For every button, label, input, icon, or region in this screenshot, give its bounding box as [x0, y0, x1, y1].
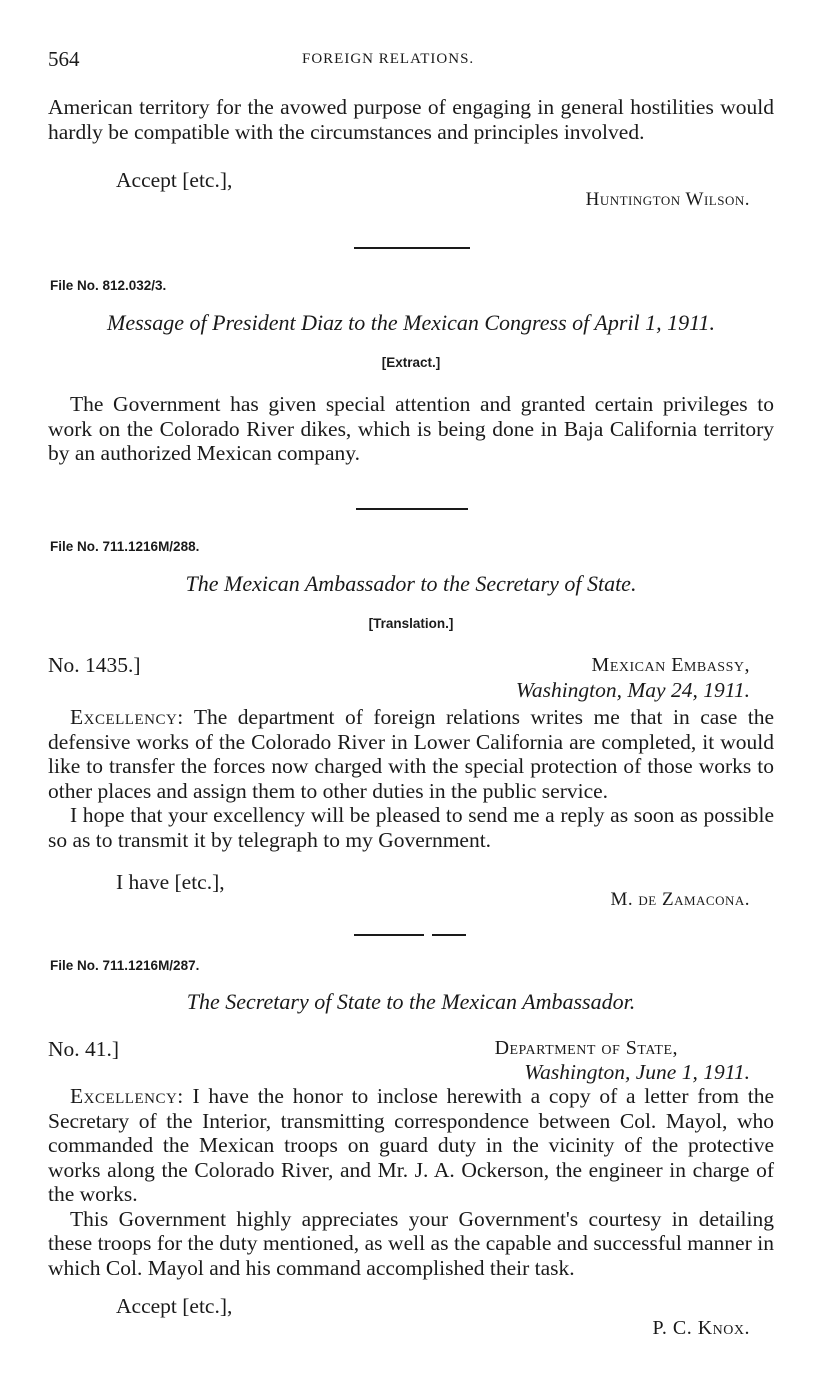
dispatch-place: Mexican Embassy,: [591, 654, 750, 676]
section-divider: [432, 934, 466, 936]
signature: P. C. Knox.: [652, 1317, 750, 1339]
dispatch-date: Washington, May 24, 1911.: [515, 678, 750, 702]
page-number: 564: [48, 47, 80, 71]
editorial-note: [Extract.]: [381, 355, 441, 370]
letter-body: [48, 705, 774, 852]
salutation: Excellency:: [70, 705, 184, 729]
closing-line: Accept [etc.],: [116, 168, 233, 192]
continuation-text: American territory for the avowed purpose of engaging in general hostilities would hardly be compatible with the circumstances and principles involved.: [48, 95, 774, 144]
body-text: The Government has given special attention and granted certain privileges to work on the Colorado River dikes, which is being done in Baja California territory by an authorized Mexican company.: [48, 392, 774, 465]
file-number: File No. 711.1216M/287.: [50, 958, 200, 973]
dispatch-number: No. 41.]: [48, 1037, 120, 1061]
section-divider: [356, 508, 468, 510]
closing-line: I have [etc.],: [116, 870, 225, 894]
letter-paragraph: I hope that your excellency will be pleased to send me a reply as soon as possible so as to transmit it by telegraph to my Government.: [48, 803, 774, 852]
signature: M. de Zamacona.: [610, 889, 750, 910]
section-divider: [354, 934, 424, 936]
letter-paragraph: This Government highly appreciates your Government's courtesy in detailing these troops for the duty mentioned, as well as the capable and successful manner in which Col. Mayol and his command accomplished their task.: [48, 1206, 774, 1280]
file-number: File No. 812.032/3.: [50, 278, 167, 293]
letter-body: [48, 1084, 774, 1280]
document-title: The Secretary of State to the Mexican Ambassador.: [186, 989, 636, 1014]
continuation-paragraph: [48, 95, 774, 144]
dispatch-number: No. 1435.]: [48, 653, 141, 677]
editorial-note: [Translation.]: [368, 616, 454, 631]
paragraph-text: The department of foreign relations writes me that in case the defensive works of the Colorado River in Lower California are completed, it would like to transfer the forces now charged with the special protection of those works to other places and assign them to other duties in the public service.: [48, 705, 774, 803]
document-title: Message of President Diaz to the Mexican Congress of April 1, 1911.: [107, 310, 715, 335]
signature: Huntington Wilson.: [585, 189, 750, 210]
body-paragraph: [48, 392, 774, 466]
dispatch-date: Washington, June 1, 1911.: [524, 1060, 750, 1084]
paragraph-text: I have the honor to inclose herewith a copy of a letter from the Secretary of the Interior, transmitting correspondence between Col. Mayol, who commanded the Mexican troops on guard duty in the vicinity of the protective works along the Colorado River, and Mr. J. A. Ockerson, the engineer in charge of the works.: [48, 1084, 774, 1206]
salutation: Excellency:: [70, 1084, 184, 1108]
running-title: FOREIGN RELATIONS.: [302, 51, 475, 67]
section-divider: [354, 247, 470, 249]
closing-line: Accept [etc.],: [116, 1294, 233, 1318]
letter-paragraph: [48, 1084, 774, 1207]
letter-paragraph: [48, 705, 774, 803]
dispatch-place: Department of State,: [494, 1037, 678, 1059]
document-title: The Mexican Ambassador to the Secretary of State.: [185, 571, 637, 596]
file-number: File No. 711.1216M/288.: [50, 539, 200, 554]
